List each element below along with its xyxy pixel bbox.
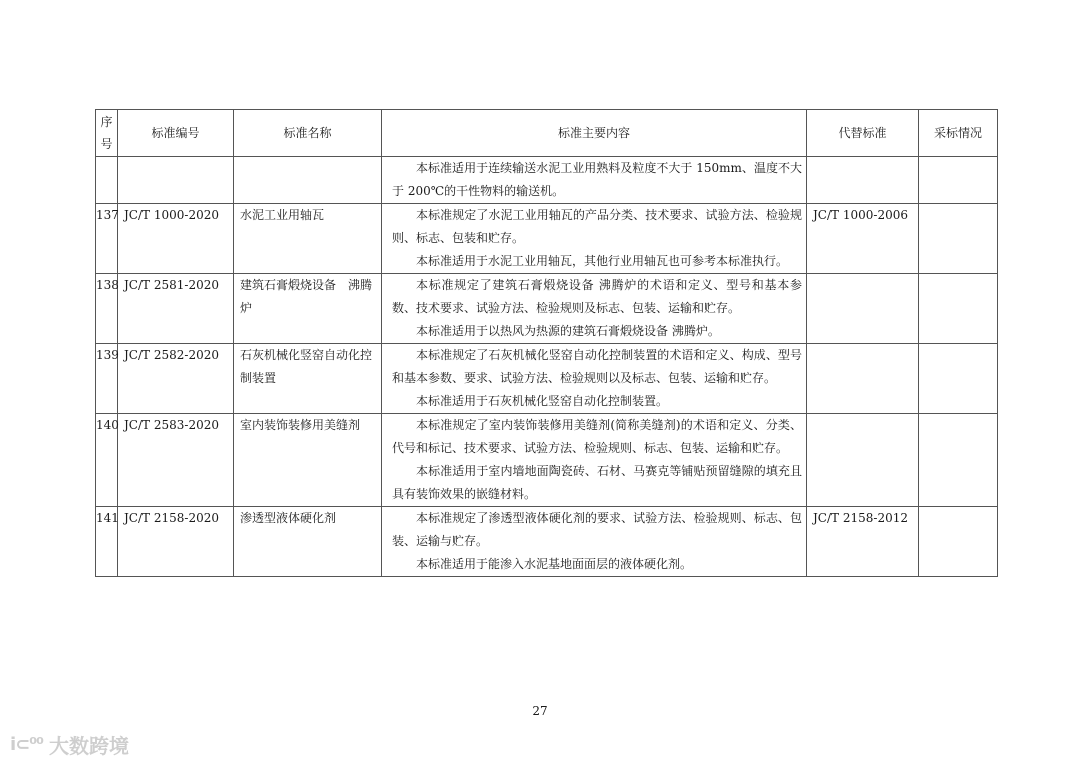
cell-replaced xyxy=(807,414,919,507)
cell-name: 渗透型液体硬化剂 xyxy=(234,507,382,577)
content-paragraph: 本标准规定了渗透型液体硬化剂的要求、试验方法、检验规则、标志、包装、运输与贮存。 xyxy=(392,511,802,548)
cell-adoption xyxy=(919,274,998,344)
cell-name: 水泥工业用轴瓦 xyxy=(234,204,382,274)
cell-replaced xyxy=(807,157,919,204)
cell-code: JC/T 2583-2020 xyxy=(118,414,234,507)
cell-replaced xyxy=(807,344,919,414)
cell-code: JC/T 2582-2020 xyxy=(118,344,234,414)
cell-adoption xyxy=(919,414,998,507)
cell-seq: 138 xyxy=(96,274,118,344)
cell-adoption xyxy=(919,204,998,274)
standards-table xyxy=(95,109,998,577)
content-paragraph: 本标准规定了石灰机械化竖窑自动化控制装置的术语和定义、构成、型号和基本参数、要求、试验方法、检验规则以及标志、包装、运输和贮存。 xyxy=(392,348,802,385)
cell-replaced xyxy=(807,274,919,344)
cell-content xyxy=(382,274,807,344)
cell-seq: 137 xyxy=(96,204,118,274)
header-name: 标准名称 xyxy=(234,110,382,157)
content-paragraph: 本标准适用于以热风为热源的建筑石膏煅烧设备 沸腾炉。 xyxy=(416,324,720,338)
table-row xyxy=(96,157,998,204)
header-code: 标准编号 xyxy=(118,110,234,157)
content-paragraph: 本标准适用于连续输送水泥工业用熟料及粒度不大于 150mm、温度不大于 200℃的干性物料的输送机。 xyxy=(392,161,802,198)
cell-code: JC/T 2158-2020 xyxy=(118,507,234,577)
content-paragraph: 本标准适用于能渗入水泥基地面面层的液体硬化剂。 xyxy=(416,557,693,571)
content-paragraph: 本标准适用于水泥工业用轴瓦，其他行业用轴瓦也可参考本标准执行。 xyxy=(416,254,789,268)
content-paragraph: 本标准规定了建筑石膏煅烧设备 沸腾炉的术语和定义、型号和基本参数、技术要求、试验方法、检验规则及标志、包装、运输和贮存。 xyxy=(392,278,802,315)
cell-code: JC/T 2581-2020 xyxy=(118,274,234,344)
header-seq: 序号 xyxy=(96,110,118,157)
cell-name xyxy=(234,157,382,204)
cell-content xyxy=(382,414,807,507)
cell-seq: 139 xyxy=(96,344,118,414)
header-adoption: 采标情况 xyxy=(919,110,998,157)
table-row xyxy=(96,507,998,577)
cell-adoption xyxy=(919,344,998,414)
cell-content xyxy=(382,344,807,414)
table-header-row xyxy=(96,110,998,157)
cell-name: 石灰机械化竖窑自动化控制装置 xyxy=(234,344,382,414)
cell-name: 建筑石膏煅烧设备 沸腾炉 xyxy=(234,274,382,344)
table-row xyxy=(96,414,998,507)
table-row xyxy=(96,204,998,274)
content-paragraph: 本标准适用于石灰机械化竖窑自动化控制装置。 xyxy=(416,394,669,408)
cell-name: 室内装饰装修用美缝剂 xyxy=(234,414,382,507)
cell-content xyxy=(382,157,807,204)
watermark-logo-icon: i⊂⁰⁰ xyxy=(10,733,44,755)
cell-adoption xyxy=(919,157,998,204)
table-row xyxy=(96,274,998,344)
cell-replaced: JC/T 1000-2006 xyxy=(807,204,919,274)
cell-seq: 140 xyxy=(96,414,118,507)
cell-seq xyxy=(96,157,118,204)
cell-content xyxy=(382,507,807,577)
cell-replaced: JC/T 2158-2012 xyxy=(807,507,919,577)
header-content: 标准主要内容 xyxy=(382,110,807,157)
watermark xyxy=(10,727,129,761)
content-paragraph: 本标准规定了室内装饰装修用美缝剂(简称美缝剂)的术语和定义、分类、代号和标记、技术要求、试验方法、检验规则、标志、包装、运输和贮存。 xyxy=(392,418,802,455)
cell-code xyxy=(118,157,234,204)
cell-content xyxy=(382,204,807,274)
watermark-text: 大数跨境 xyxy=(49,733,130,758)
cell-adoption xyxy=(919,507,998,577)
content-paragraph: 本标准规定了水泥工业用轴瓦的产品分类、技术要求、试验方法、检验规则、标志、包装和贮存。 xyxy=(392,208,802,245)
cell-code: JC/T 1000-2020 xyxy=(118,204,234,274)
table-row xyxy=(96,344,998,414)
cell-seq: 141 xyxy=(96,507,118,577)
content-paragraph: 本标准适用于室内墙地面陶瓷砖、石材、马赛克等铺贴预留缝隙的填充且具有装饰效果的嵌缝材料。 xyxy=(392,464,802,501)
page-number: 27 xyxy=(532,704,548,718)
header-replaced: 代替标准 xyxy=(807,110,919,157)
